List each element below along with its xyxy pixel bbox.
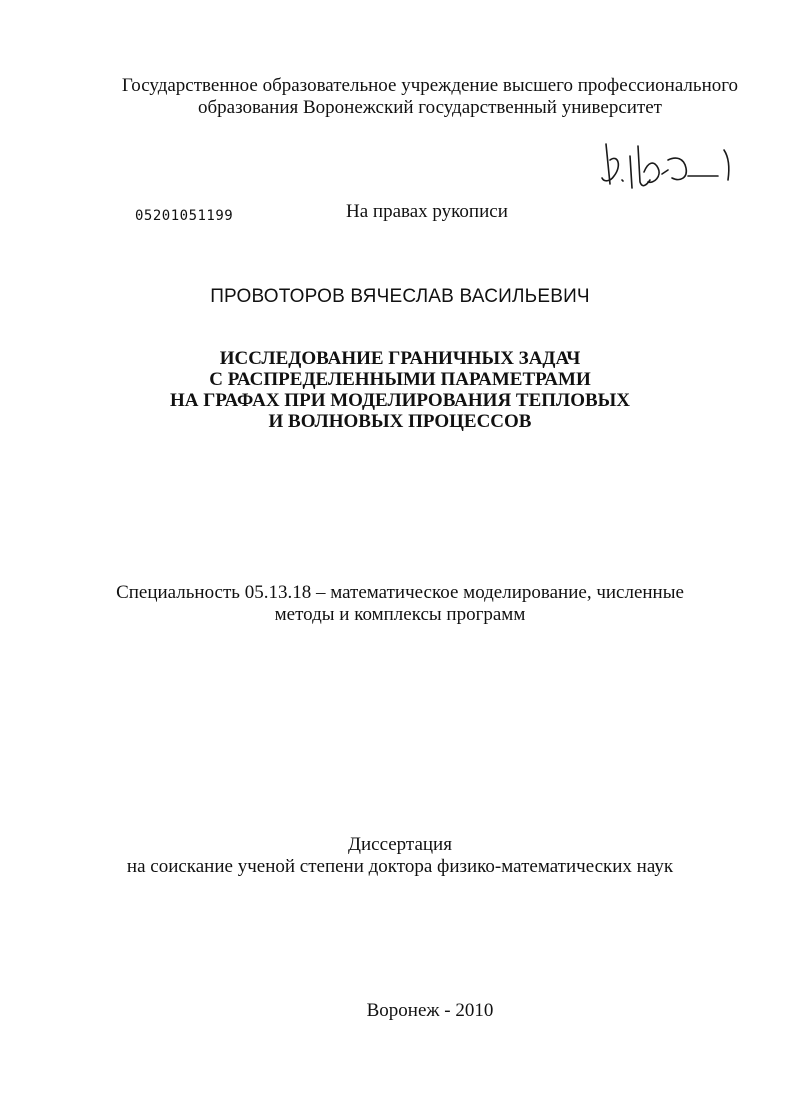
handwritten-signature xyxy=(588,126,748,206)
author-name: ПРОВОТОРОВ ВЯЧЕСЛАВ ВАСИЛЬЕВИЧ xyxy=(210,286,590,307)
specialty-line-1: Специальность 05.13.18 – математическое моделирование, численные xyxy=(116,582,684,603)
degree-line-1: Диссертация xyxy=(348,834,452,855)
degree-line-2: на соискание ученой степени доктора физико-математических наук xyxy=(126,856,674,877)
institution-line-1: Государственное образовательное учреждение высшего профессионального xyxy=(121,75,739,96)
title-line-2: С РАСПРЕДЕЛЕННЫМИ ПАРАМЕТРАМИ xyxy=(209,369,591,390)
title-line-4: И ВОЛНОВЫХ ПРОЦЕССОВ xyxy=(268,411,532,432)
degree-statement xyxy=(90,834,710,878)
dissertation-title xyxy=(110,348,690,432)
institution-heading xyxy=(80,75,780,119)
city-year: Воронеж - 2010 xyxy=(366,1000,494,1021)
institution-line-2: образования Воронежский государственный университет xyxy=(198,97,662,118)
archive-code: 05201051199 xyxy=(135,208,234,224)
specialty-line-2: методы и комплексы программ xyxy=(274,604,526,625)
manuscript-rights-note: На правах рукописи xyxy=(346,201,508,222)
title-line-3: НА ГРАФАХ ПРИ МОДЕЛИРОВАНИЯ ТЕПЛОВЫХ xyxy=(169,390,631,411)
specialty xyxy=(90,582,710,626)
title-line-1: ИССЛЕДОВАНИЕ ГРАНИЧНЫХ ЗАДАЧ xyxy=(219,348,581,369)
